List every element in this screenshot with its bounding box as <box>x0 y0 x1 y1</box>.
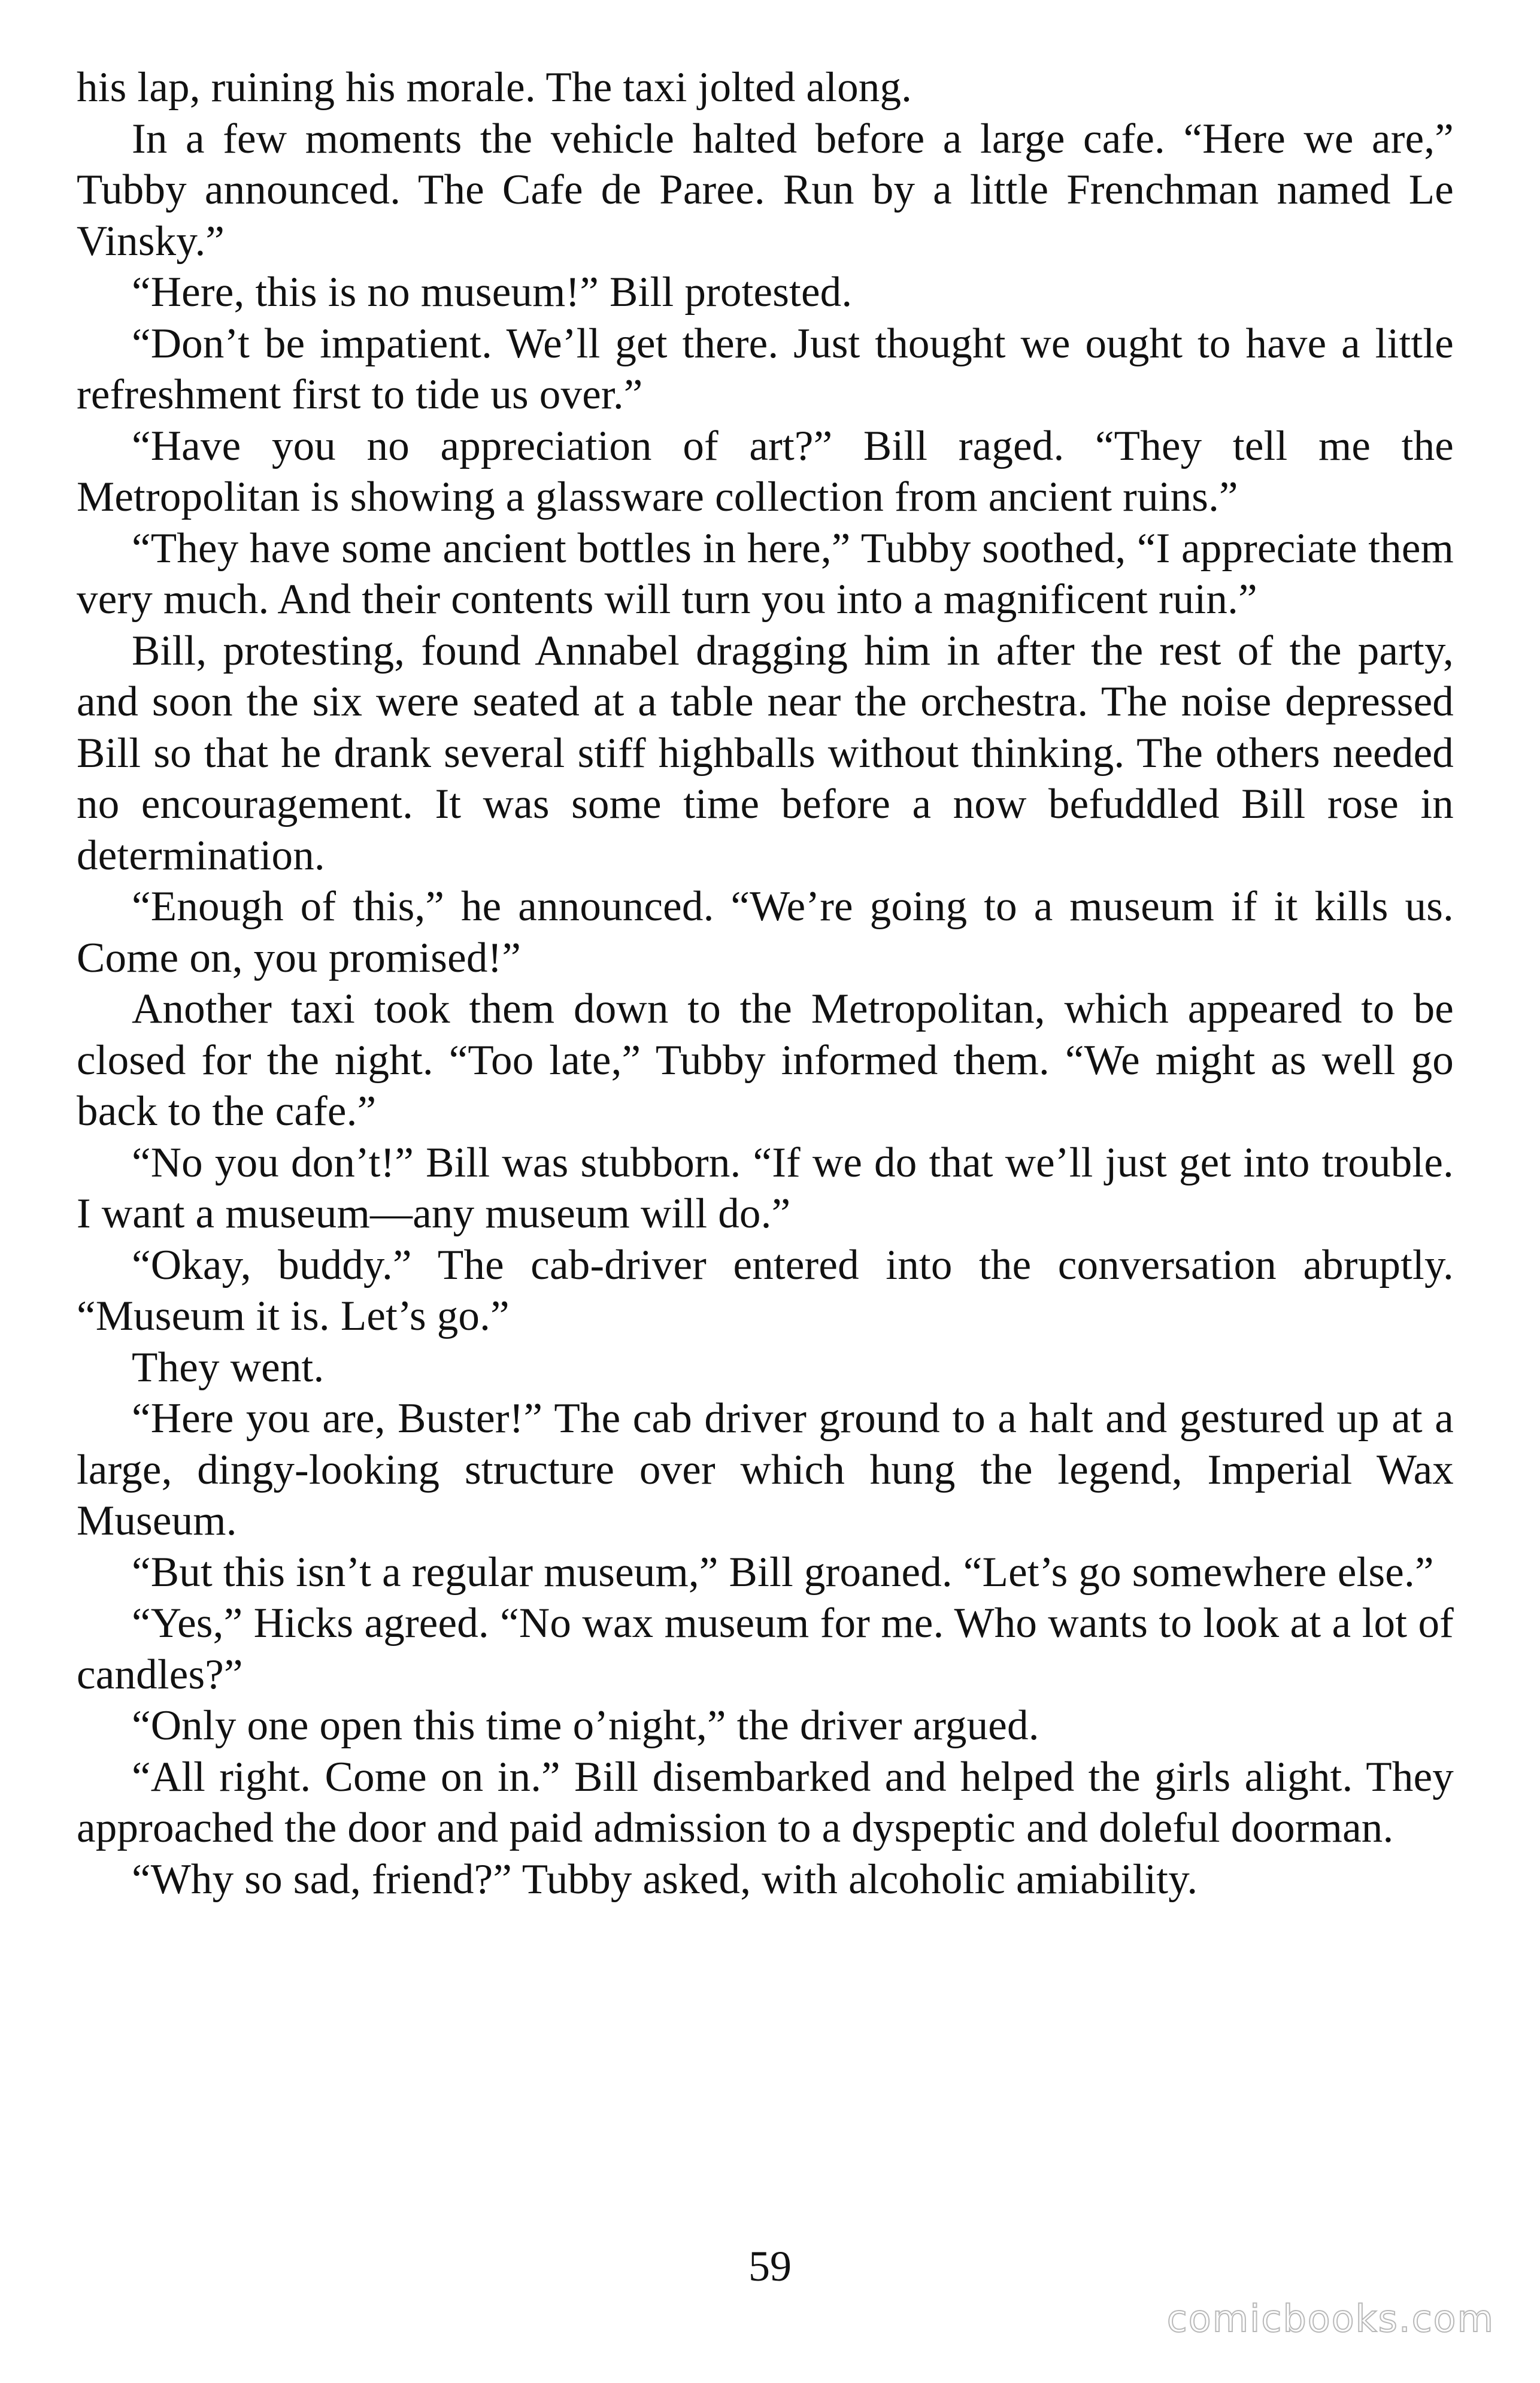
page-body-text <box>77 62 1454 1905</box>
paragraph-2: In a few moments the vehicle halted before a large cafe. “Here we are,” Tubby announced. The Cafe de Paree. Run by a little Frenchman named Le Vinsky.” <box>77 115 1454 265</box>
paragraph-8: “Enough of this,” he announced. “We’re going to a museum if it kills us. Come on, you promised!” <box>77 883 1454 981</box>
paragraph-7: Bill, protesting, found Annabel dragging him in after the rest of the party, and soon the six were seated at a table near the orchestra. The noise depressed Bill so that he drank several stiff highballs without thinking. The others needed no encouragement. It was some time before a now befuddled Bill rose in determination. <box>77 627 1454 879</box>
paragraph-18: “Why so sad, friend?” Tubby asked, with alcoholic amiability. <box>132 1856 1198 1903</box>
paragraph-6: “They have some ancient bottles in here,” Tubby soothed, “I appreciate them very much. And their contents will turn you into a magnificent ruin.” <box>77 524 1454 623</box>
page-number: 59 <box>748 2242 792 2290</box>
paragraph-10: “No you don’t!” Bill was stubborn. “If we do that we’ll just get into trouble. I want a museum—any museum will do.” <box>77 1139 1454 1237</box>
paragraph-1: his lap, ruining his morale. The taxi jolted along. <box>77 64 913 111</box>
paragraph-17: “All right. Come on in.” Bill disembarked and helped the girls alight. They approached the door and paid admission to a dyspeptic and doleful doorman. <box>77 1753 1454 1851</box>
paragraph-15: “Yes,” Hicks agreed. “No wax museum for me. Who wants to look at a lot of candles?” <box>77 1600 1454 1698</box>
paragraph-4: “Don’t be impatient. We’ll get there. Just thought we ought to have a little refreshment first to tide us over.” <box>77 320 1454 418</box>
paragraph-12: They went. <box>132 1344 325 1391</box>
paragraph-9: Another taxi took them down to the Metropolitan, which appeared to be closed for the night. “Too late,” Tubby informed them. “We might as well go back to the cafe.” <box>77 986 1454 1135</box>
paragraph-3: “Here, this is no museum!” Bill protested. <box>132 269 853 316</box>
paragraph-13: “Here you are, Buster!” The cab driver ground to a halt and gestured up at a large, dingy-looking structure over which hung the legend, Imperial Wax Museum. <box>77 1395 1454 1544</box>
paragraph-16: “Only one open this time o’night,” the driver argued. <box>132 1702 1039 1749</box>
paragraph-14: “But this isn’t a regular museum,” Bill groaned. “Let’s go somewhere else.” <box>132 1548 1434 1596</box>
paragraph-5: “Have you no appreciation of art?” Bill raged. “They tell me the Metropolitan is showing a glassware collection from ancient ruins.” <box>77 422 1454 520</box>
paragraph-11: “Okay, buddy.” The cab-driver entered into the conversation abruptly. “Museum it is. Let’s go.” <box>77 1241 1454 1339</box>
watermark: comicbooks.com <box>1166 2297 1494 2340</box>
